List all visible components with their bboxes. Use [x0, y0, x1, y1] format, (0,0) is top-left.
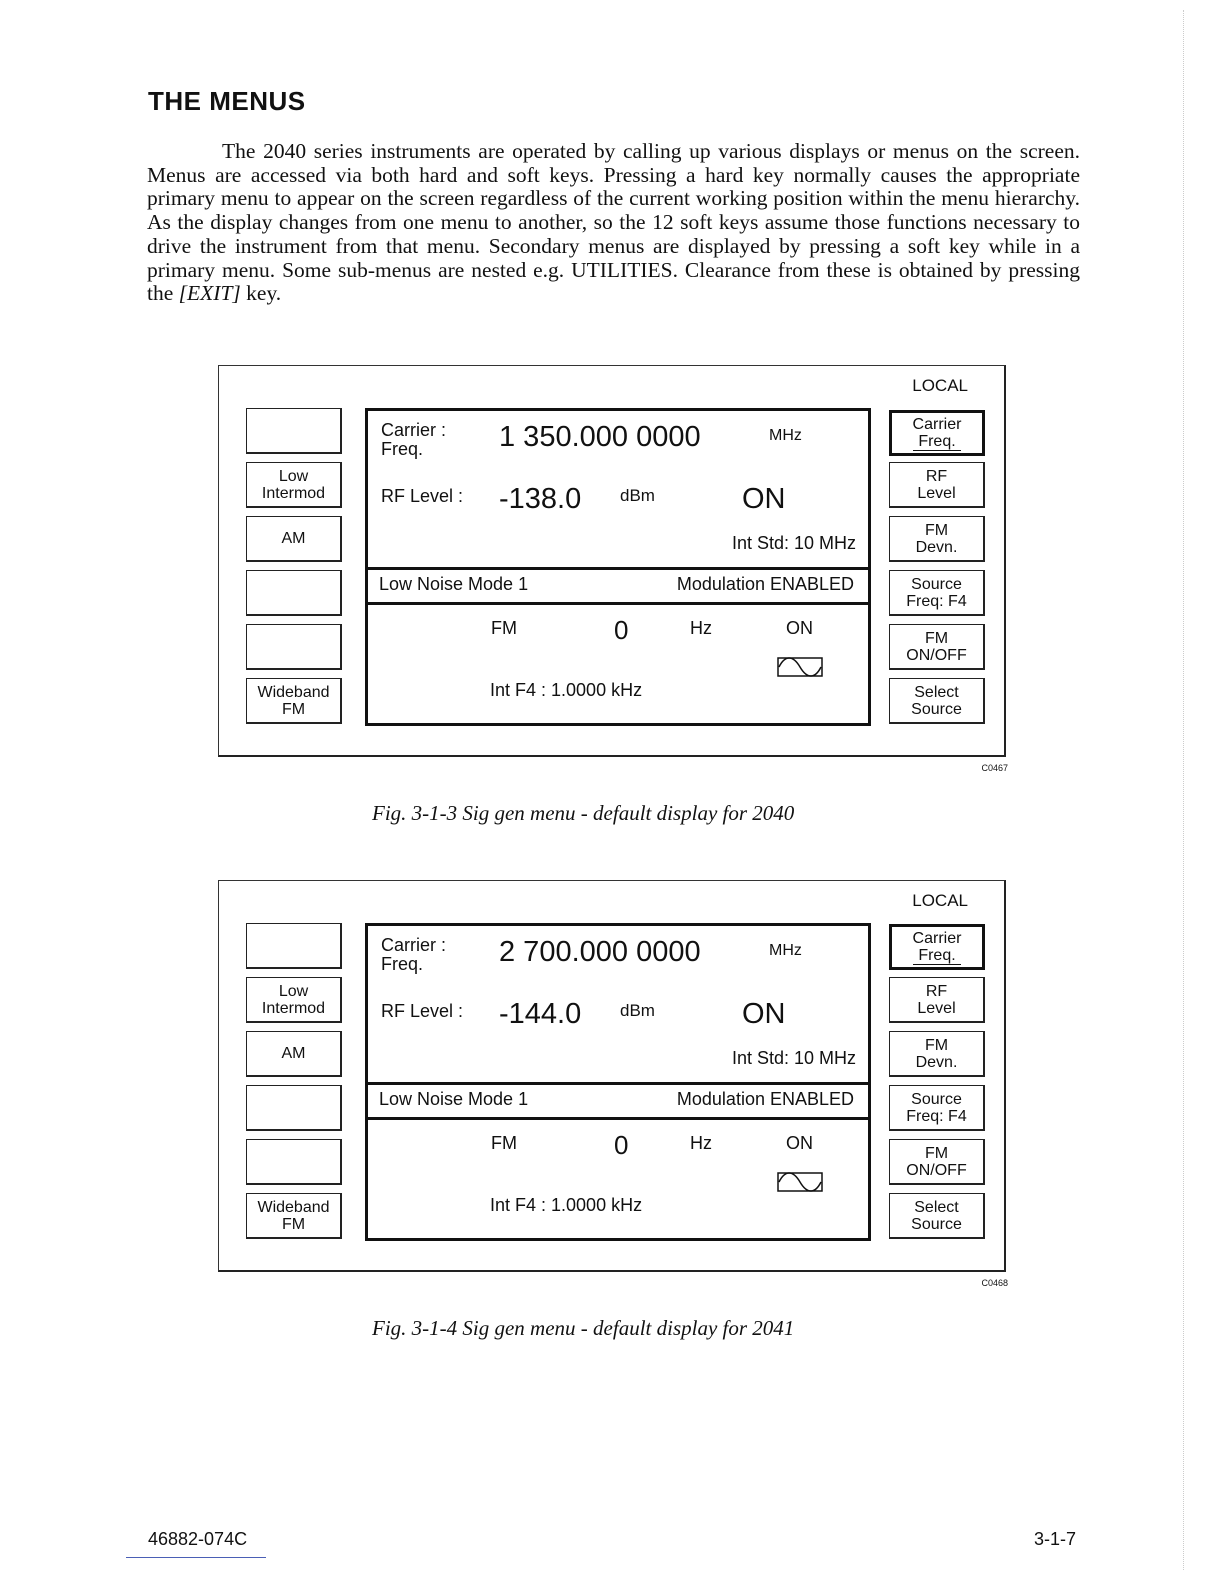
carrier-freq-label: Carrier : Freq.: [381, 420, 447, 459]
soft-key-source-freq[interactable]: Source Freq: F4: [889, 570, 985, 616]
low-noise-mode: Low Noise Mode 1: [379, 574, 529, 594]
soft-key-left-1[interactable]: [246, 408, 342, 454]
carrier-freq-unit: MHz: [769, 942, 802, 959]
intro-paragraph: [147, 140, 1080, 306]
soft-key-am[interactable]: AM: [246, 516, 342, 562]
local-indicator: LOCAL: [912, 891, 968, 910]
soft-key-select-source[interactable]: Select Source: [889, 678, 985, 724]
soft-key-fm-on-off[interactable]: FM ON/OFF: [889, 1139, 985, 1185]
figure-2040-display: [218, 365, 1008, 773]
paragraph-end: key.: [240, 281, 282, 306]
soft-key-carrier-freq-label: Carrier Freq.: [912, 415, 962, 450]
soft-key-fm-on-off[interactable]: FM ON/OFF: [889, 624, 985, 670]
rf-level-label: RF Level :: [381, 1001, 464, 1021]
figure-2041-display: [218, 880, 1008, 1288]
soft-key-rf-level[interactable]: RF Level: [889, 462, 985, 508]
fm-label: FM: [491, 618, 517, 638]
fm-label: FM: [491, 1133, 517, 1153]
fm-state: ON: [786, 618, 813, 638]
fm-unit: Hz: [690, 1133, 712, 1153]
soft-key-left-1[interactable]: [246, 923, 342, 969]
page-number: 3-1-7: [1034, 1529, 1077, 1549]
carrier-freq-unit: MHz: [769, 427, 802, 444]
fm-state: ON: [786, 1133, 813, 1153]
soft-key-select-source[interactable]: Select Source: [889, 1193, 985, 1239]
rf-level-unit: dBm: [620, 486, 655, 505]
local-indicator: LOCAL: [912, 376, 968, 395]
sine-wave-icon: [777, 657, 823, 677]
carrier-freq-label: Carrier : Freq.: [381, 935, 447, 974]
status-band: [368, 1082, 868, 1120]
instrument-screen: [365, 923, 871, 1241]
footer-rule: [126, 1557, 266, 1558]
figure-code: C0468: [981, 1278, 1008, 1288]
rf-level-unit: dBm: [620, 1001, 655, 1020]
soft-key-carrier-freq[interactable]: [889, 924, 985, 970]
int-f4: Int F4 : 1.0000 kHz: [490, 680, 643, 700]
figure-caption: Fig. 3-1-3 Sig gen menu - default display for 2040: [372, 801, 795, 825]
soft-key-low-intermod[interactable]: Low Intermod: [246, 462, 342, 508]
soft-key-wideband-fm[interactable]: Wideband FM: [246, 1193, 342, 1239]
section-heading: THE MENUS: [148, 86, 306, 116]
modulation-status: Modulation ENABLED: [676, 574, 854, 594]
carrier-freq-value: 1 350.000 0000: [499, 421, 701, 453]
exit-key-text: [EXIT]: [178, 281, 241, 306]
soft-key-wideband-fm[interactable]: Wideband FM: [246, 678, 342, 724]
rf-level-value: -144.0: [499, 998, 582, 1030]
soft-key-fm-devn[interactable]: FM Devn.: [889, 516, 985, 562]
paragraph-text: The 2040 series instruments are operated by calling up various displays or menus on the screen. Menus are accessed via both hard and soft keys. Pressing a hard key normally causes the appropriate primary menu to appear on the screen regardless of the current working position within the menu hierarchy. As the display changes from one menu to another, so the 12 soft keys assume those functions necessary to drive the instrument from that menu. Secondary menus are displayed by pressing a soft key while in a primary menu. Some sub-menus are nested e.g. UTILITIES. Clearance from these is obtained by pressing the: [147, 139, 1080, 306]
int-f4: Int F4 : 1.0000 kHz: [490, 1195, 643, 1215]
soft-key-carrier-freq-label: Carrier Freq.: [912, 929, 962, 964]
status-band: [368, 567, 868, 605]
rf-level-value: -138.0: [499, 483, 582, 515]
margin-line: [1183, 10, 1184, 1570]
soft-key-low-intermod[interactable]: Low Intermod: [246, 977, 342, 1023]
int-std: Int Std: 10 MHz: [731, 1048, 856, 1068]
soft-key-left-4[interactable]: [246, 1085, 342, 1131]
soft-key-source-freq[interactable]: Source Freq: F4: [889, 1085, 985, 1131]
soft-key-left-5[interactable]: [246, 1139, 342, 1185]
figure-code: C0467: [981, 763, 1008, 773]
soft-key-am[interactable]: AM: [246, 1031, 342, 1077]
document-number: 46882-074C: [148, 1529, 248, 1549]
sine-wave-icon: [777, 1172, 823, 1192]
rf-state: ON: [742, 483, 786, 515]
soft-key-fm-devn[interactable]: FM Devn.: [889, 1031, 985, 1077]
soft-key-carrier-freq[interactable]: [889, 410, 985, 456]
low-noise-mode: Low Noise Mode 1: [379, 1089, 529, 1109]
soft-key-rf-level[interactable]: RF Level: [889, 977, 985, 1023]
soft-key-left-4[interactable]: [246, 570, 342, 616]
rf-level-label: RF Level :: [381, 486, 464, 506]
int-std: Int Std: 10 MHz: [731, 533, 856, 553]
instrument-screen: [365, 408, 871, 726]
modulation-status: Modulation ENABLED: [676, 1089, 854, 1109]
rf-state: ON: [742, 998, 786, 1030]
fm-value: 0: [614, 1130, 629, 1160]
soft-key-left-5[interactable]: [246, 624, 342, 670]
fm-unit: Hz: [690, 618, 712, 638]
carrier-freq-value: 2 700.000 0000: [499, 936, 701, 968]
figure-caption: Fig. 3-1-4 Sig gen menu - default display for 2041: [372, 1316, 795, 1340]
fm-value: 0: [614, 615, 629, 645]
